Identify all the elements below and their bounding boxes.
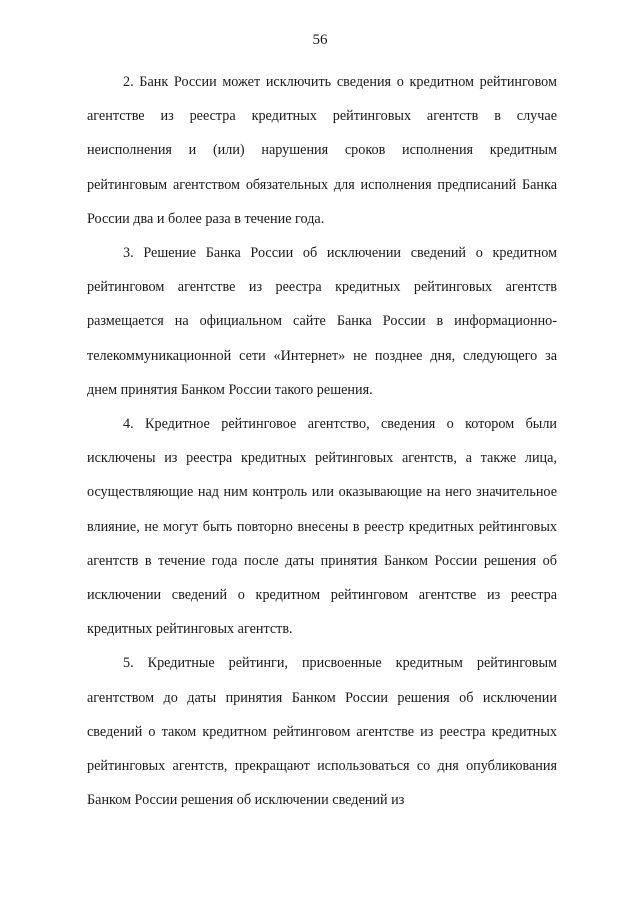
paragraph-3: 3. Решение Банка России об исключении сведений о кредитном рейтинговом агентстве из реестра кредитных рейтинговых агентств размещается на официальном сайте Банка России в информационно-телекоммуникационной сети «Интернет» не позднее дня, следующего за днем принятия Банком России такого решения.	[87, 245, 557, 398]
document-body	[87, 65, 557, 817]
paragraph-5: 5. Кредитные рейтинги, присвоенные кредитным рейтинговым агентством до даты принятия Банком России решения об исключении сведений о таком кредитном рейтинговом агентстве из реестра кредитных рейтинговых агентств, прекращают использоваться со дня опубликования Банком России решения об исключении сведений из	[87, 655, 557, 809]
paragraph-2: 2. Банк России может исключить сведения о кредитном рейтинговом агентстве из реестра кредитных рейтинговых агентств в случае неисполнения и (или) нарушения сроков исполнения кредитным рейтинговым агентством обязательных для исполнения предписаний Банка России два и более раза в течение года.	[87, 74, 557, 227]
page-number: 56	[312, 32, 328, 48]
paragraph-4: 4. Кредитное рейтинговое агентство, сведения о котором были исключены из реестра кредитных рейтинговых агентств, а также лица, осуществляющие над ним контроль или оказывающие на него значительное влияние, не могут быть повторно внесены в реестр кредитных рейтинговых агентств в течение года после даты принятия Банком России решения об исключении сведений о кредитном рейтинговом агентстве из реестра кредитных рейтинговых агентств.	[87, 416, 557, 638]
